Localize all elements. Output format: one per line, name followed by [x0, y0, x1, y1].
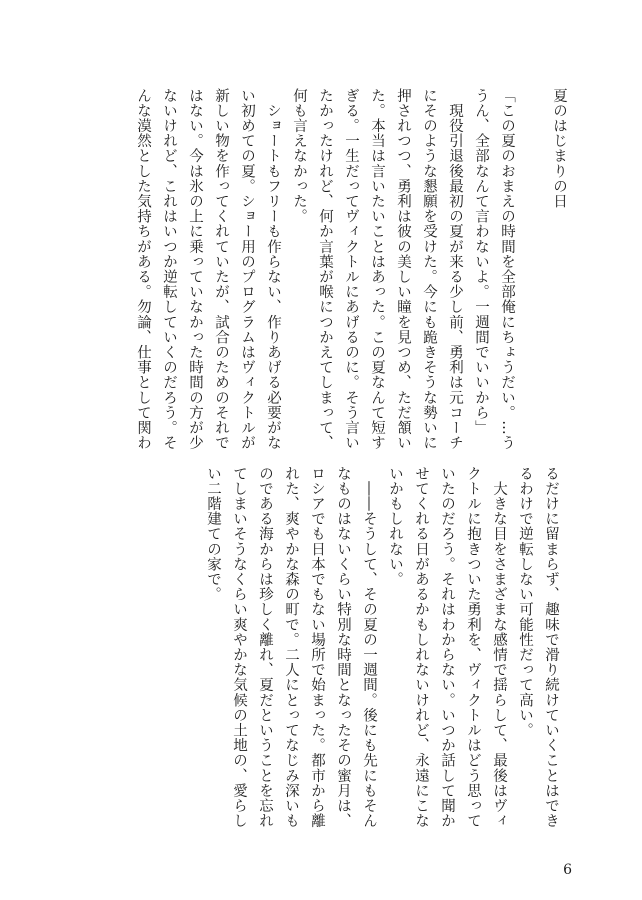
- blank-line: [520, 88, 546, 458]
- text-line: にそのような懇願を受けた。今にも跪きそうな勢いに: [421, 88, 437, 451]
- text-line: はない。今は氷の上に乗っていなかった時間の方が少: [187, 88, 203, 451]
- text-line: いかもしれない。: [387, 466, 403, 587]
- text-line: れた、爽やかな森の町で。二人にとってなじみ深いも: [283, 466, 299, 829]
- text-line: 何も言えなかった。: [291, 88, 307, 224]
- text-line: た。本当は言いたいことはあった。この夏なんて短す: [369, 88, 385, 451]
- text-line: んな漠然とした気持ちがある。勿論、仕事として関わ: [135, 88, 151, 451]
- text-line: ――そうして、その夏の一週間。後にも先にもそん: [361, 466, 377, 829]
- text-line: 「この夏のおまえの時間を全部俺にちょうだい。…う: [499, 88, 515, 451]
- text-line: ロシアでも日本でもない場所で始まった。都市から離: [309, 466, 325, 829]
- text-line: いたのだろう。それはわからない。いつか話して聞か: [439, 466, 455, 829]
- text-line: 押されつつ、勇利は彼の美しい瞳を見つめ、ただ頷い: [395, 88, 411, 451]
- bottom-text-column: [200, 466, 564, 836]
- text-line: るだけに留まらず、趣味で滑り続けていくことはでき: [543, 466, 559, 829]
- text-line: い二階建ての家で。: [205, 466, 221, 602]
- chapter-title: 夏のはじまりの日: [551, 88, 567, 209]
- text-line: クトルに抱きついた勇利を、ヴィクトルはどう思って: [465, 466, 481, 829]
- text-line: のである海からは珍しく離れ、夏だということを忘れ: [257, 466, 273, 829]
- text-line: るわけで逆転しない可能性だって高い。: [517, 466, 533, 738]
- text-line: ぎる。一生だってヴィクトルにあげるのに。そう言い: [343, 88, 359, 451]
- text-line: うん、全部なんて言わないよ。一週間でいいから」: [473, 88, 489, 436]
- top-text-column: [130, 88, 572, 458]
- text-line: ないけれど、これはいつか逆転していくのだろう。そ: [161, 88, 177, 451]
- text-line: 大きな目をさまざまな感情で揺らして、最後はヴィ: [491, 466, 507, 829]
- text-line: なものはないくらい特別な時間となったその蜜月は、: [335, 466, 351, 829]
- text-line: たかったけれど、何か言葉が喉につかえてしまって、: [317, 88, 333, 451]
- text-line: ショートもフリーも作らない、作りあげる必要がな: [265, 88, 281, 451]
- text-line: 現役引退後最初の夏が来る少し前、勇利は元コーチ: [447, 88, 463, 451]
- text-line: い初めての夏。ショー用のプログラムはヴィクトルが: [239, 88, 255, 451]
- page-number: 6: [563, 862, 572, 878]
- text-line: 新しい物を作ってくれていたが、試合のためのそれで: [213, 88, 229, 451]
- text-line: てしまいそうなくらい爽やかな気候の土地の、愛らし: [231, 466, 247, 829]
- text-line: せてくれる日があるかもしれないけれど、永遠にこな: [413, 466, 429, 829]
